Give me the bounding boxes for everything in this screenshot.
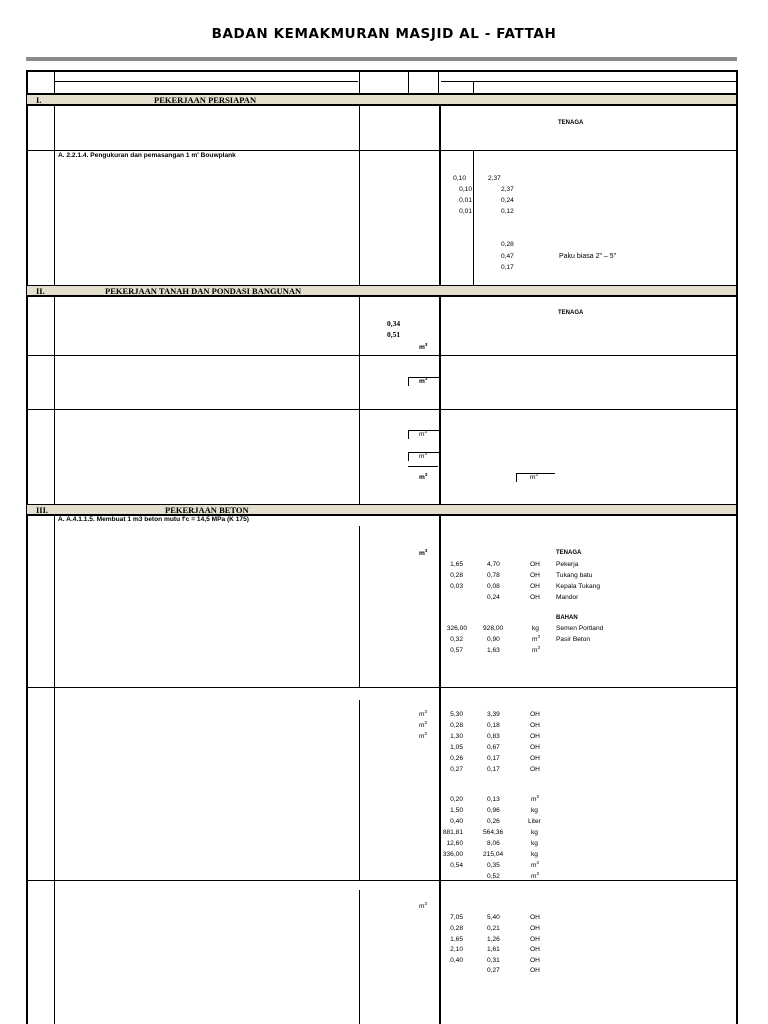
value-cell: 0,10 — [453, 175, 466, 182]
value-cell: 0,67 — [487, 744, 500, 751]
section-band — [27, 94, 736, 105]
unit-m3: $m^3$ — [419, 900, 428, 910]
value-cell: 0,90 — [487, 636, 500, 643]
unit-m3: $m^3$ — [530, 471, 539, 481]
value-cell: 0,32 — [450, 636, 463, 643]
value-cell: 0,28 — [450, 925, 463, 932]
unit-cell: OH — [530, 733, 540, 740]
unit-cell: $m^3$ — [531, 870, 540, 880]
unit-cell: OH — [530, 946, 540, 953]
desc-cell: Mandor — [556, 594, 579, 601]
value-cell: 0,10 — [459, 186, 472, 193]
value-cell: 564,36 — [483, 829, 504, 836]
value-cell: 0,17 — [487, 755, 500, 762]
unit-cell: OH — [530, 722, 540, 729]
value-cell: 1,05 — [450, 744, 463, 751]
value-cell: 5,30 — [450, 711, 463, 718]
tenaga-label: TENAGA — [556, 550, 582, 556]
value-cell: 0,13 — [487, 796, 500, 803]
section-number: I. — [36, 95, 42, 105]
value-cell: 0,52 — [487, 873, 500, 880]
title-rule — [26, 57, 737, 61]
value-cell: 336,00 — [442, 851, 463, 858]
value-cell: 12,60 — [446, 840, 463, 847]
value-cell: 0,28 — [501, 241, 514, 248]
value-cell: 0,34 — [387, 319, 401, 328]
value-cell: 2,37 — [501, 186, 514, 193]
unit-cell: kg — [531, 829, 538, 836]
value-cell: 7,05 — [450, 914, 463, 921]
value-cell: 1,50 — [450, 807, 463, 814]
unit-cell: $m^3$ — [419, 708, 428, 718]
value-cell: 0,83 — [487, 733, 500, 740]
unit-cell: kg — [531, 840, 538, 847]
value-cell: 0,01 — [459, 197, 472, 204]
value-cell: 326,00 — [446, 625, 467, 632]
section-band — [27, 504, 736, 515]
unit-cell: $m^3$ — [532, 644, 541, 654]
unit-cell: kg — [531, 807, 538, 814]
section-title: PEKERJAAN PERSIAPAN — [154, 95, 257, 105]
value-cell: 0,20 — [450, 796, 463, 803]
page-title: BADAN KEMAKMURAN MASJID AL - FATTAH — [211, 26, 557, 42]
section-title: PEKERJAAN BETON — [165, 505, 249, 515]
unit-cell: OH — [530, 766, 540, 773]
value-cell: 0,27 — [487, 967, 500, 974]
value-cell: 0,78 — [487, 572, 500, 579]
value-cell: 5,40 — [487, 914, 500, 921]
value-cell: 0,40 — [450, 957, 463, 964]
unit-m3: $m^3$ — [419, 547, 428, 557]
value-cell: 0,28 — [450, 572, 463, 579]
item-description: A. 2.2.1.4. Pengukuran dan pemasangan 1 m' Bouwplank — [58, 152, 236, 159]
value-cell: 0,08 — [487, 583, 500, 590]
value-cell: 1,26 — [487, 936, 500, 943]
value-cell: 0,54 — [450, 862, 463, 869]
item-description: A. A.4.1.1.5. Membuat 1 m3 beton mutu f'c = 14,5 MPa (K 175) — [58, 516, 249, 523]
value-cell: 0,17 — [487, 766, 500, 773]
desc-cell: Kepala Tukang — [556, 583, 600, 590]
unit-cell: OH — [530, 914, 540, 921]
section-title: PEKERJAAN TANAH DAN PONDASI BANGUNAN — [105, 286, 302, 296]
value-cell: 0,27 — [450, 766, 463, 773]
value-cell: 2,10 — [450, 946, 463, 953]
tenaga-label: TENAGA — [558, 120, 584, 126]
unit-cell: $m^3$ — [531, 859, 540, 869]
value-cell: 0,35 — [487, 862, 500, 869]
unit-m3: $m^3$ — [419, 428, 428, 438]
section-number: II. — [36, 286, 45, 296]
value-cell: 215,04 — [483, 851, 504, 858]
value-cell: 0,21 — [487, 925, 500, 932]
unit-cell: $m^3$ — [531, 793, 540, 803]
unit-cell: OH — [530, 583, 540, 590]
value-cell: 0,26 — [450, 755, 463, 762]
value-cell: 4,70 — [487, 561, 500, 568]
value-cell: 1,61 — [487, 946, 500, 953]
value-cell: 0,96 — [487, 807, 500, 814]
unit-m3: $m^3$ — [419, 450, 428, 460]
tenaga-label: TENAGA — [558, 310, 584, 316]
value-cell: 0,47 — [501, 253, 514, 260]
unit-cell: OH — [530, 744, 540, 751]
value-cell: 1,30 — [450, 733, 463, 740]
desc-cell: Tukang batu — [556, 572, 593, 579]
value-cell: 0,40 — [450, 818, 463, 825]
unit-m3: $m^3$ — [419, 341, 428, 351]
value-cell: 0,12 — [501, 208, 514, 215]
value-cell: 8,06 — [487, 840, 500, 847]
value-cell: 0,31 — [487, 957, 500, 964]
unit-cell: $m^3$ — [419, 730, 428, 740]
value-cell: 0,26 — [487, 818, 500, 825]
value-cell: 0,17 — [501, 264, 514, 271]
unit-m3: $m^3$ — [419, 471, 428, 481]
unit-cell: OH — [530, 967, 540, 974]
desc-cell: Pasir Beton — [556, 636, 591, 643]
material-note: Paku biasa 2" – 5" — [559, 253, 617, 260]
unit-cell: OH — [530, 594, 540, 601]
value-cell: 1,65 — [450, 936, 463, 943]
value-cell: 0,24 — [487, 594, 500, 601]
unit-cell: kg — [532, 625, 539, 632]
value-cell: 1,63 — [487, 647, 500, 654]
section-number: III. — [36, 505, 49, 515]
unit-cell: Liter — [528, 818, 541, 825]
value-cell: 0,18 — [487, 722, 500, 729]
desc-cell: Pekerja — [556, 561, 579, 568]
bahan-label: BAHAN — [556, 615, 578, 621]
unit-cell: OH — [530, 572, 540, 579]
value-cell: 0,01 — [459, 208, 472, 215]
value-cell: 0,03 — [450, 583, 463, 590]
value-cell: 0,28 — [450, 722, 463, 729]
unit-cell: OH — [530, 936, 540, 943]
unit-cell: $m^3$ — [419, 719, 428, 729]
value-cell: 928,00 — [483, 625, 504, 632]
unit-m3: $m^3$ — [419, 375, 428, 385]
value-cell: 0,24 — [501, 197, 514, 204]
value-cell: 881,81 — [442, 829, 463, 836]
value-cell: 3,39 — [487, 711, 500, 718]
value-cell: 2,37 — [488, 175, 501, 182]
unit-cell: OH — [530, 925, 540, 932]
unit-cell: OH — [530, 561, 540, 568]
value-cell: 0,51 — [387, 330, 401, 339]
unit-cell: $m^3$ — [532, 633, 541, 643]
unit-cell: OH — [530, 957, 540, 964]
value-cell: 1,65 — [450, 561, 463, 568]
value-cell: 0,57 — [450, 647, 463, 654]
unit-cell: OH — [530, 711, 540, 718]
desc-cell: Semen Portland — [556, 625, 604, 632]
unit-cell: OH — [530, 755, 540, 762]
unit-cell: kg — [531, 851, 538, 858]
